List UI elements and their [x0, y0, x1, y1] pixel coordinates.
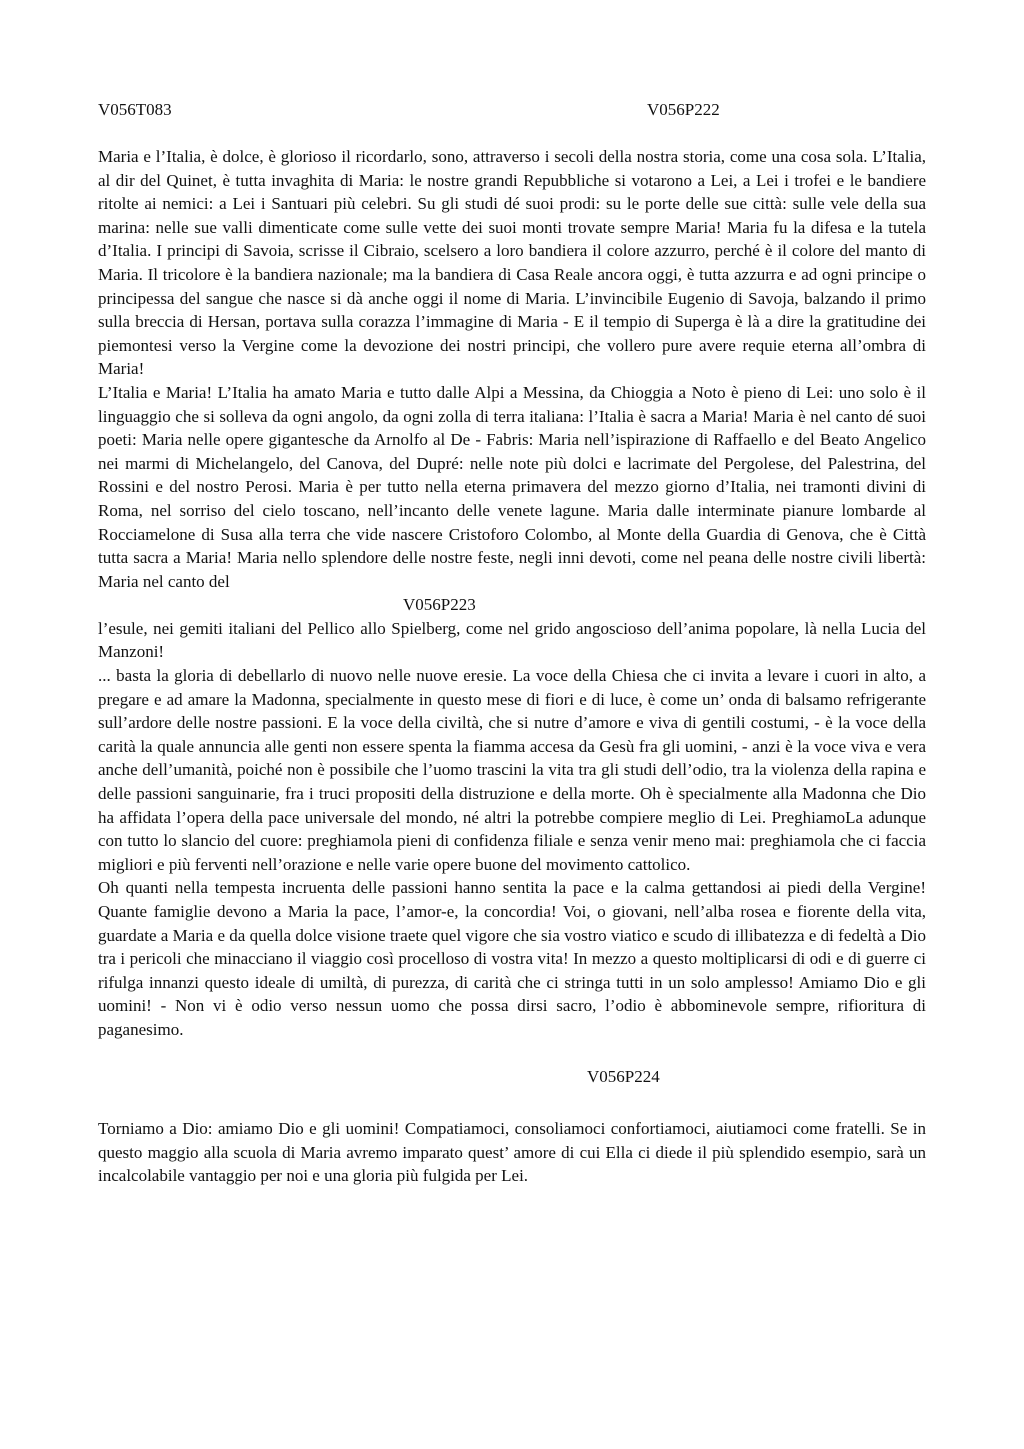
page-code-223: V056P223	[403, 595, 476, 615]
paragraph-tempesta-passioni: Oh quanti nella tempesta incruenta delle passioni hanno sentita la pace e la calma gettandosi ai piedi della Vergine! Quante famiglie devono a Maria la pace, l’amor-e, la concordia! Voi, o giovani, nell’alba rosea e fiorente della vita, guardate a Maria e da quella dolce visione traete quel vigore che sia vostro viatico e scudo di illibatezza e di fedeltà a Dio tra i pericoli che minacciano il viaggio così procelloso di vostra vita! In mezzo a questo moltiplicarsi di odi e di guerre ci rifulga innanzi questo ideale di umiltà, di purezza, di carità che ci stringa tutti in un solo amplesso! Amiamo Dio e gli uomini! - Non vi è odio verso nessun uomo che possa dirsi sacro, l’odio è abbominevole sempre, rifioritura di paganesimo.	[98, 878, 926, 1039]
paragraph-torniamo-a-dio: Torniamo a Dio: amiamo Dio e gli uomini! Compatiamoci, consoliamoci confortiamoci, aiutiamoci come fratelli. Se in questo maggio alla scuola di Maria avremo imparato quest’ amore di cui Ella ci diede il più splendido esempio, sarà un incalcolabile vantaggio per noi e una gloria più fulgida per Lei.	[98, 1119, 926, 1186]
page-code-224: V056P224	[587, 1066, 660, 1086]
paragraph-esule: l’esule, nei gemiti italiani del Pellico allo Spielberg, come nel grido angoscioso dell’anima popolare, là nella Lucia del Manzoni!	[98, 618, 926, 662]
document-code: V056T083	[98, 100, 172, 119]
paragraph-voce-chiesa: ... basta la gloria di debellarlo di nuovo nelle nuove eresie. La voce della Chiesa che ci invita a levare i cuori in alto, a pregare e ad amare la Madonna, specialmente in questo mese di fiori e di luce, è come un’ onda di balsamo refrigerante sull’ardore delle nostre passioni. E la voce della civiltà, che si nutre d’amore e viva di gentili costumi, - è la voce della carità la quale annuncia alle genti non essere spenta la fiamma accesa da Gesù fra gli uomini, - anzi è la voce viva e vera anche dell’umanità, poiché non è possibile che l’uomo trascini la vita tra gli studi dell’odio, tra la violenza della rapina e delle passioni sanguinarie, fra i truci propositi della distruzione e della morte. Oh è specialmente alla Madonna che Dio ha affidata l’opera della pace universale del mondo, né altri la potrebbe compiere meglio di Lei. PreghiamoLa adunque con tutto lo slancio del cuore: preghiamola pieni di confidenza filiale e senza venir meno mai: preghiamola che ci faccia migliori e più ferventi nell’orazione e nelle varie opere buone del movimento cattolico.	[98, 666, 926, 874]
page-code-222: V056P222	[647, 100, 720, 119]
document-body	[98, 145, 926, 1188]
paragraph-maria-italia: Maria e l’Italia, è dolce, è glorioso il ricordarlo, sono, attraverso i secoli della nostra storia, come una cosa sola. L’Italia, al dir del Quinet, è tutta invaghita di Maria: le nostre grandi Repubbliche si votarono a Lei, a Lei i trofei e le bandiere ritolte ai nemici: a Lei i Santuari più celebri. Su gli studi dé suoi prodi: su le porte delle sue città: sulle vele della sua marina: nelle sue valli dimenticate come sulle vette dei suoi monti trovate sempre Maria! Maria fu la difesa e la tutela d’Italia. I principi di Savoia, scrisse il Cibraio, scelsero a loro bandiera il colore azzurro, perché è il colore del manto di Maria. Il tricolore è la bandiera nazionale; ma la bandiera di Casa Reale ancora oggi, è tutta azzurra e ad ogni principe o principessa del sangue che nasce si dà anche oggi il nome di Maria. L’invincibile Eugenio di Savoja, balzando il primo sulla breccia di Hersan, portava sulla corazza l’immagine di Maria - E il tempio di Superga è là a dire la gratitudine dei piemontesi verso la Vergine come la devozione dei nostri principi, che vollero pure avere requie eterna all’ombra di Maria!	[98, 147, 926, 379]
paragraph-italia-ha-amato: L’Italia e Maria! L’Italia ha amato Maria e tutto dalle Alpi a Messina, da Chioggia a Noto è pieno di Lei: uno solo è il linguaggio che si solleva da ogni angolo, da ogni zolla di terra italiana: l’Italia è sacra a Maria! Maria è nel canto dé suoi poeti: Maria nelle opere gigantesche da Arnolfo al De - Fabris: Maria nell’ispirazione di Raffaello e del Beato Angelico nei marmi di Michelangelo, del Canova, del Dupré: nelle note più dolci e lacrimate del Pergolese, del Palestrina, del Rossini e del nostro Perosi. Maria è per tutto nella eterna primavera del mezzo giorno d’Italia, nei tramonti divini di Roma, nel sorriso del cielo toscano, nell’incanto delle venete lagune. Maria dalle interminate pianure lombarde al Rocciamelone di Susa alla terra che vide nascere Cristoforo Colombo, al Monte della Guardia di Genova, che è Città tutta sacra a Maria! Maria nello splendore delle nostre feste, negli inni devoti, come nel peana delle nostre civili libertà: Maria nel canto del	[98, 382, 926, 591]
